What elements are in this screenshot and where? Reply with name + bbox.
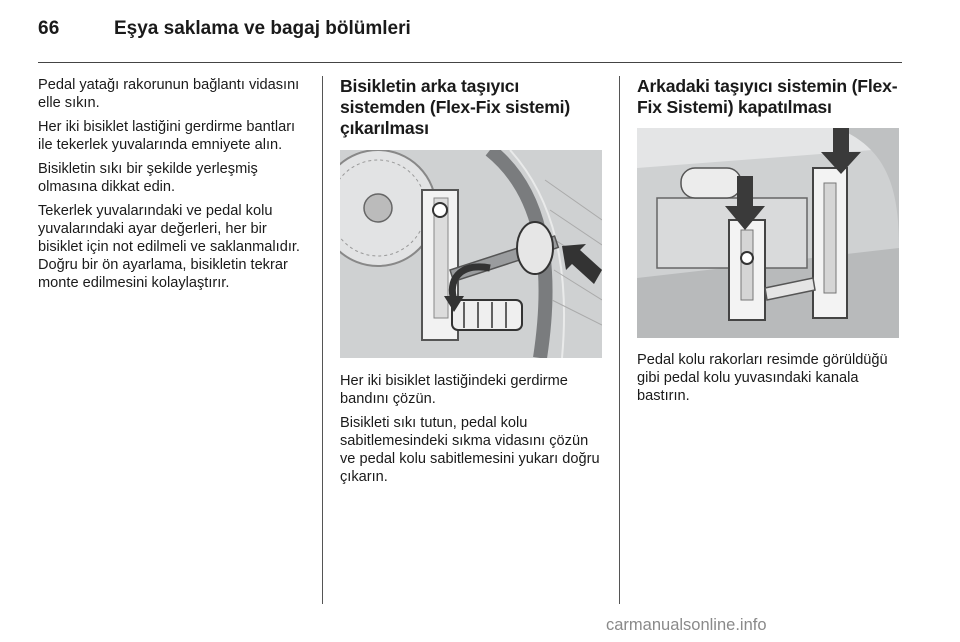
paragraph: Pedal kolu rakorları resimde görüldüğü gibi pedal kolu yuvasındaki kanala bastırın.	[637, 352, 888, 404]
header-rule	[38, 62, 902, 63]
column-2-text	[340, 372, 606, 492]
paragraph: Her iki bisiklet lastiğini gerdirme bantları ile tekerlek yuvalarında emniyete alın.	[38, 119, 296, 153]
column-divider-1	[322, 76, 323, 604]
section-heading: Arkadaki taşıyıcı sistemin (Flex-Fix Sistemi) kapatılması	[637, 76, 898, 117]
paragraph: Her iki bisiklet lastiğindeki gerdirme bandını çözün.	[340, 373, 568, 407]
illustration-graphic	[340, 150, 602, 358]
watermark: carmanualsonline.info	[606, 616, 767, 634]
column-2	[340, 76, 602, 139]
column-3-text	[637, 351, 905, 411]
paragraph: Bisikletin sıkı bir şekilde yerleşmiş olmasına dikkat edin.	[38, 161, 258, 195]
paragraph: Tekerlek yuvalarındaki ve pedal kolu yuvalarındaki ayar değerleri, her bir bisiklet için not edilmeli ve saklanmalıdır. Doğru bir ön ayarlama, bisikletin tekrar monte edilmesini kolaylaştırır.	[38, 203, 300, 291]
illustration-graphic	[637, 128, 899, 338]
page-title: Eşya saklama ve bagaj bölümleri	[114, 18, 411, 39]
illustration-pedal-clamp-removal	[340, 150, 602, 358]
page-number: 66	[38, 18, 60, 39]
column-1	[38, 76, 308, 298]
column-3	[637, 76, 903, 118]
paragraph: Bisikleti sıkı tutun, pedal kolu sabitlemesindeki sıkma vidasını çözün ve pedal kolu sabitlemesini yukarı doğru çıkarın.	[340, 415, 600, 485]
section-heading: Bisikletin arka taşıyıcı sistemden (Flex-Fix sistemi) çıkarılması	[340, 76, 571, 138]
illustration-carrier-closing	[637, 128, 899, 338]
column-divider-2	[619, 76, 620, 604]
paragraph: Pedal yatağı rakorunun bağlantı vidasını elle sıkın.	[38, 77, 300, 111]
